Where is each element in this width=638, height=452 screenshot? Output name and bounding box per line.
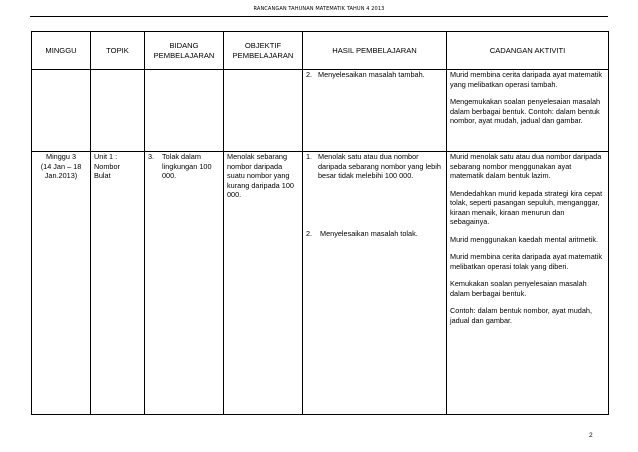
hasil-item (306, 70, 443, 80)
hasil-item (306, 152, 443, 181)
cell-minggu (32, 152, 91, 415)
hasil-item (306, 229, 443, 239)
cell-topik (91, 152, 145, 415)
col-header-bidang (145, 32, 224, 70)
cell-bidang (145, 70, 224, 152)
col-header-topik: TOPIK (91, 32, 145, 70)
cell-cadangan (447, 70, 609, 152)
col-header-objektif-line1: OBJEKTIF (244, 41, 282, 50)
objektif-text: Menolak sebarang nombor daripada suatu nombor yang kurang daripada 100 000. (227, 152, 294, 199)
hasil-item-text: Menolak satu atau dua nombor daripada sebarang nombor yang lebih besar tidak melebihi 100 000. (318, 152, 441, 180)
minggu-line: Minggu 3 (45, 152, 77, 161)
hasil-item-number: 2. (306, 70, 313, 79)
cadangan-paragraph: Murid menolak satu atau dua nombor daripada sebarang nombor menggunakan ayat matematik dalam bentuk lazim. (450, 152, 602, 180)
col-header-hasil: HASIL PEMBELAJARAN (303, 32, 447, 70)
cadangan-paragraph: Murid menggunakan kaedah mental aritmetik. (450, 234, 599, 244)
bidang-item-text: Tolak dalam lingkungan 100 000. (162, 152, 212, 180)
header-rule (30, 16, 608, 17)
cell-objektif (224, 152, 303, 415)
hasil-item-text: Menyelesaikan masalah tambah. (318, 70, 425, 79)
cell-hasil (303, 70, 447, 152)
page-number: 2 (589, 432, 593, 439)
cell-objektif (224, 70, 303, 152)
col-header-objektif (224, 32, 303, 70)
col-header-bidang-line2: PEMBELAJARAN (153, 50, 215, 60)
minggu-line: (14 Jan – 18 (40, 161, 82, 171)
hasil-item-text: Menyelesaikan masalah tolak. (320, 228, 418, 238)
yearly-plan-table (31, 31, 609, 415)
cell-bidang (145, 152, 224, 415)
hasil-item-number: 1. (306, 152, 313, 161)
cell-cadangan (447, 152, 609, 415)
table-row (32, 152, 609, 415)
cadangan-paragraph: Murid membina cerita daripada ayat matematik yang melibatkan operasi tambah. (450, 70, 603, 89)
bidang-item-number: 3. (148, 152, 155, 161)
cell-hasil (303, 152, 447, 415)
cell-minggu (32, 70, 91, 152)
table-header-row (32, 32, 609, 70)
cadangan-paragraph: Kemukakan soalan penyelesaian masalah dalam berbagai bentuk. (450, 279, 587, 298)
col-header-cadangan: CADANGAN AKTIVITI (447, 32, 609, 70)
table-row (32, 70, 609, 152)
topik-line: Nombor (94, 161, 120, 171)
bidang-item (148, 152, 220, 181)
page-header-title: RANCANGAN TAHUNAN MATEMATIK TAHUN 4 2013 (253, 6, 385, 12)
topik-line: Bulat (94, 171, 111, 180)
cadangan-paragraph: Mendedahkan murid kepada strategi kira cepat tolak, seperti pasangan sepuluh, menganggar, kiraan menaik, kiraan menurun dan sebagainya. (450, 188, 603, 226)
topik-line: Unit 1 : (94, 152, 118, 161)
col-header-minggu: MINGGU (32, 32, 91, 70)
hasil-item-number: 2. (306, 228, 313, 238)
cell-topik (91, 70, 145, 152)
cadangan-paragraph: Mengemukakan soalan penyelesaian masalah dalam berbagai bentuk. Contoh: dalam bentuk nombor, ayat mudah, jadual dan gambar. (450, 97, 601, 125)
col-header-objektif-line2: PEMBELAJARAN (232, 50, 294, 60)
cadangan-paragraph: Contoh: dalam bentuk nombor, ayat mudah, jadual dan gambar. (450, 306, 592, 325)
cadangan-paragraph: Murid membina cerita daripada ayat matematik melibatkan operasi tolak yang diberi. (450, 252, 603, 271)
minggu-line: Jan.2013) (44, 171, 78, 180)
col-header-bidang-line1: BIDANG (169, 41, 199, 50)
